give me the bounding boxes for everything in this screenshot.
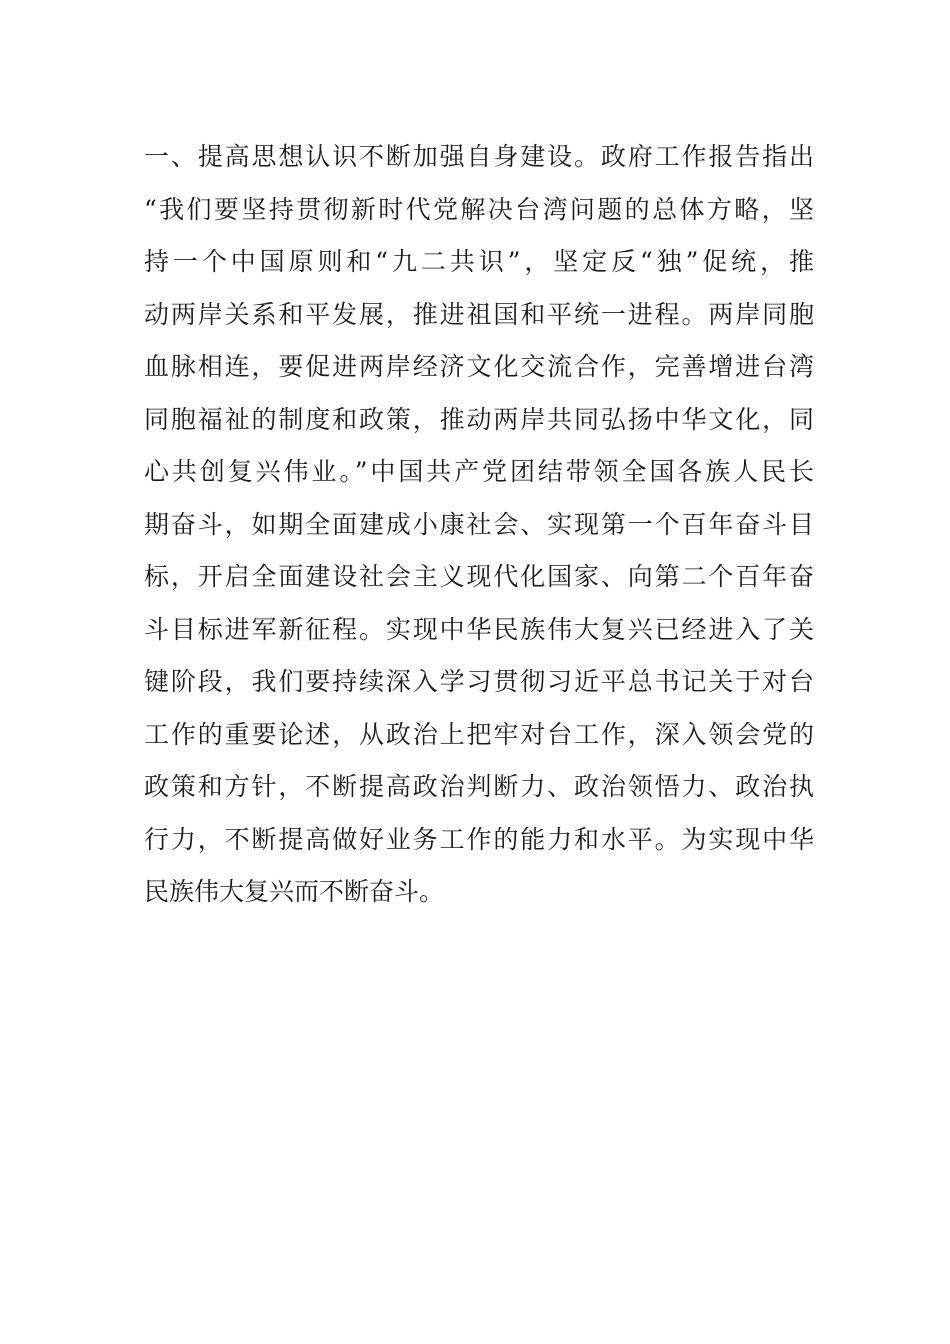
body-paragraph [144,131,814,919]
paragraph-line-14: 行力，不断提高做好业务工作的能力和水平。为实现中华 [144,824,814,854]
paragraph-line-10: 斗目标进军新征程。实现中华民族伟大复兴已经进入了关 [144,614,814,644]
paragraph-line-7: 心共创复兴伟业。”中国共产党团结带领全国各族人民长 [144,457,814,486]
paragraph-line-2: “我们要坚持贯彻新时代党解决台湾问题的总体方略，坚 [144,194,814,224]
paragraph-line-6: 同胞福祉的制度和政策，推动两岸共同弘扬中华文化，同 [144,404,814,434]
paragraph-line-5: 血脉相连，要促进两岸经济文化交流合作，完善增进台湾 [144,352,814,381]
paragraph-line-3: 持一个中国原则和“九二共识”，坚定反“独”促统，推 [144,247,814,276]
paragraph-line-1: 一、提高思想认识不断加强自身建设。政府工作报告指出 [144,142,814,171]
paragraph-line-11: 键阶段，我们要持续深入学习贯彻习近平总书记关于对台 [144,667,814,696]
paragraph-line-8: 期奋斗，如期全面建成小康社会、实现第一个百年奋斗目 [144,509,814,539]
paragraph-line-4: 动两岸关系和平发展，推进祖国和平统一进程。两岸同胞 [144,299,814,329]
paragraph-line-12: 工作的重要论述，从政治上把牢对台工作，深入领会党的 [144,719,814,749]
paragraph-line-9: 标，开启全面建设社会主义现代化国家、向第二个百年奋 [144,562,814,591]
paragraph-line-15: 民族伟大复兴而不断奋斗。 [144,877,445,906]
paragraph-line-13: 政策和方针，不断提高政治判断力、政治领悟力、政治执 [144,772,814,801]
